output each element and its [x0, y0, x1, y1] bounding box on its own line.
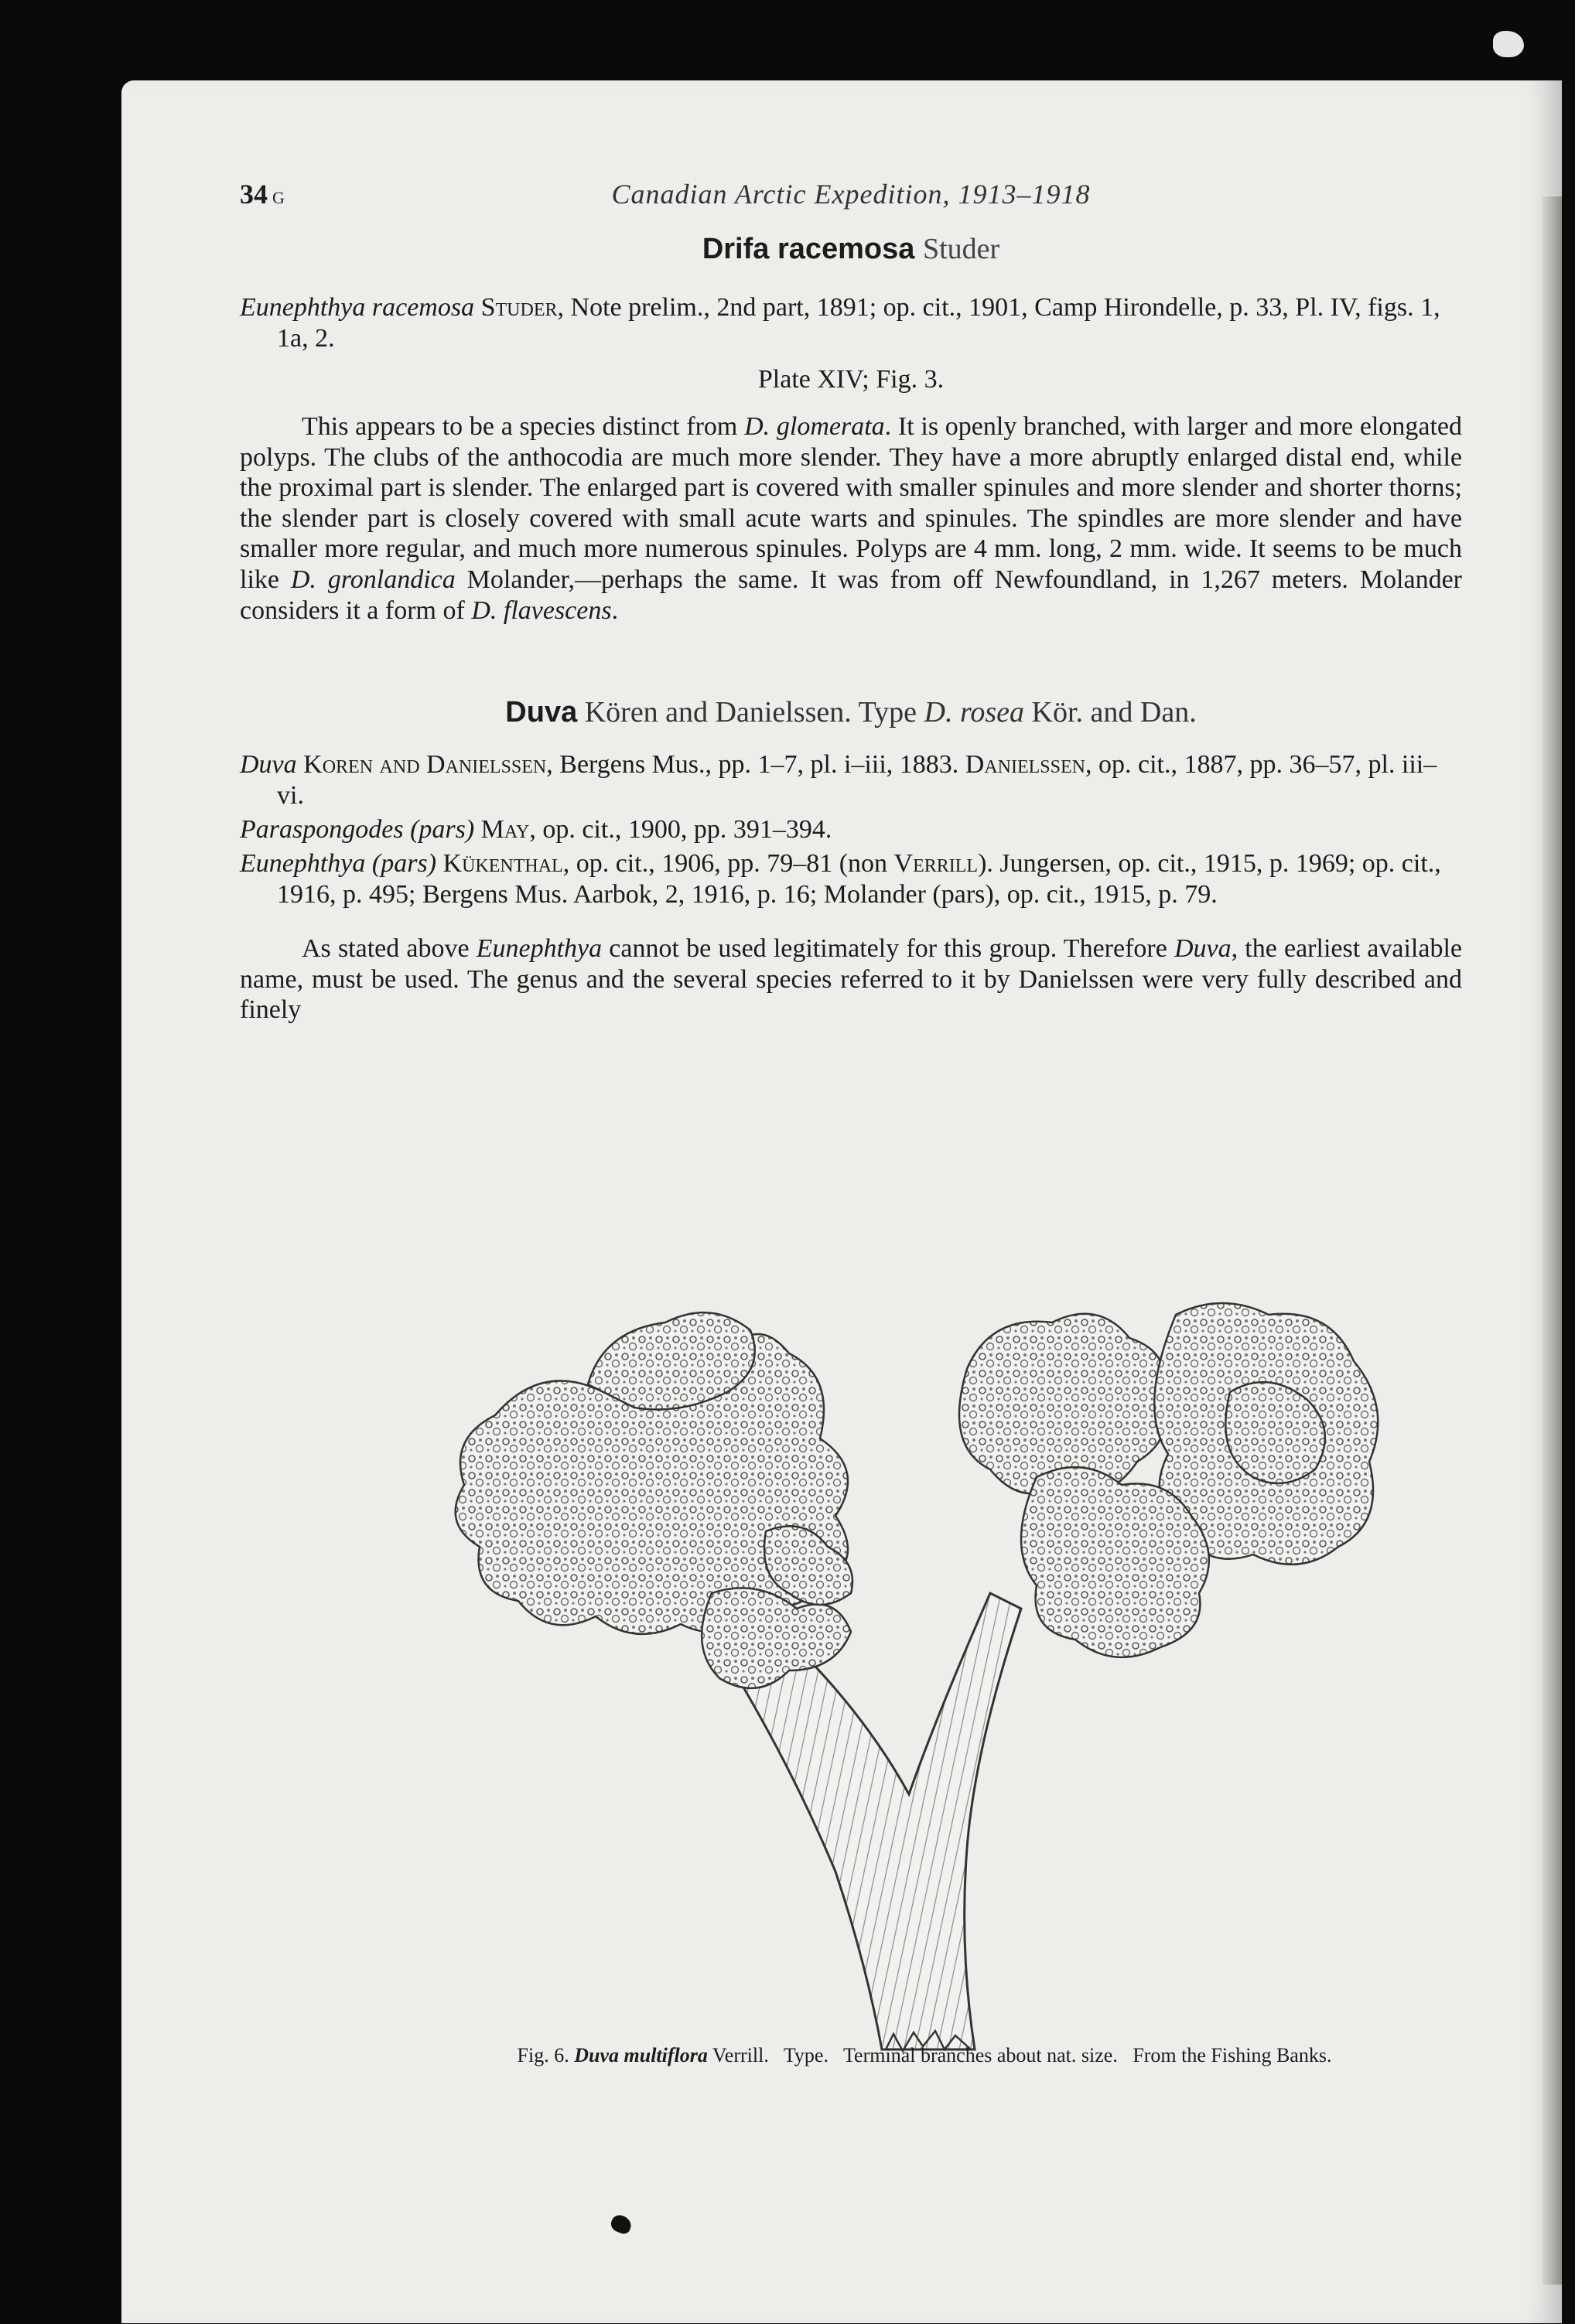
synonym-name: Eunephthya racemosa: [240, 293, 475, 322]
species-synonymy: [240, 292, 1462, 354]
synonymy-entry: Duva Koren and Danielssen, Bergens Mus., pp. 1–7, pl. i–iii, 1883. Danielssen, op. cit., 1887, pp. 36–57, pl. iii–vi.: [240, 750, 1437, 810]
synonymy-entry: Eunephthya (pars) Kükenthal, op. cit., 1906, pp. 79–81 (non Verrill). Jungersen, op. cit., 1915, p. 1969; op. cit., 1916, p. 495; Bergens Mus. Aarbok, 2, 1916, p. 16; Molander (pars), op. cit., 1915, p. 79.: [240, 849, 1441, 909]
genus-name: Duva: [505, 696, 578, 729]
page-section: G: [272, 188, 285, 207]
synonym-author: Studer: [480, 293, 558, 322]
running-title: Canadian Arctic Expedition, 1913–1918: [611, 179, 1091, 210]
synonymy-entry: Paraspongodes (pars) May, op. cit., 1900, pp. 391–394.: [240, 815, 832, 845]
page-number: 34 G: [240, 179, 285, 210]
species-name: Drifa racemosa: [702, 233, 915, 265]
genus-heading: Duva Kören and Danielssen. Type D. rosea Kör. and Dan.: [505, 696, 1197, 729]
page-header: [240, 178, 1462, 232]
figure-species: Duva multiflora: [574, 2044, 708, 2066]
figure-caption: [364, 2044, 1485, 2067]
plate-reference: Plate XIV; Fig. 3.: [757, 365, 945, 394]
species-heading: [240, 232, 1462, 266]
paragraph-duva: As stated above Eunephthya cannot be used legitimately for this group. Therefore Duva, the earliest available name, must be used. The genus and the several species referred to it by Danielssen were very fully described and finely: [240, 934, 1463, 1025]
page-edge-shadow: [1542, 196, 1562, 2285]
scan-corner-mark: [1493, 31, 1524, 57]
synonym-citation: , Note prelim., 2nd part, 1891; op. cit., 1901, Camp Hirondelle, p. 33, Pl. IV, figs. 1, 1a, 2.: [277, 293, 1440, 353]
genus-synonymy-list: [240, 749, 1462, 910]
coral-illustration: [433, 1284, 1400, 2065]
paragraph-drifa: This appears to be a species distinct from D. glomerata. It is openly branched, with larger and more elongated polyps. The clubs of the anthocodia are much more slender. They have a more abruptly enlarged distal end, while the proximal part is slender. The enlarged part is covered with smaller spinules and more slender and shorter thorns; the slender part is closely covered with small acute warts and spinules. The spindles are more slender and have smaller more regular, and much more numerous spinules. Polyps are 4 mm. long, 2 mm. wide. It seems to be much like D. gronlandica Molander,—perhaps the same. It was from off Newfoundland, in 1,267 meters. Molander considers it a form of D. flavescens.: [240, 412, 1462, 625]
figure-label: Fig. 6.: [517, 2044, 569, 2066]
species-author: Studer: [922, 233, 1000, 265]
page-content: [240, 178, 1462, 1025]
figure-description: Verrill. Type. Terminal branches about nat. size. From the Fishing Banks.: [707, 2044, 1332, 2066]
